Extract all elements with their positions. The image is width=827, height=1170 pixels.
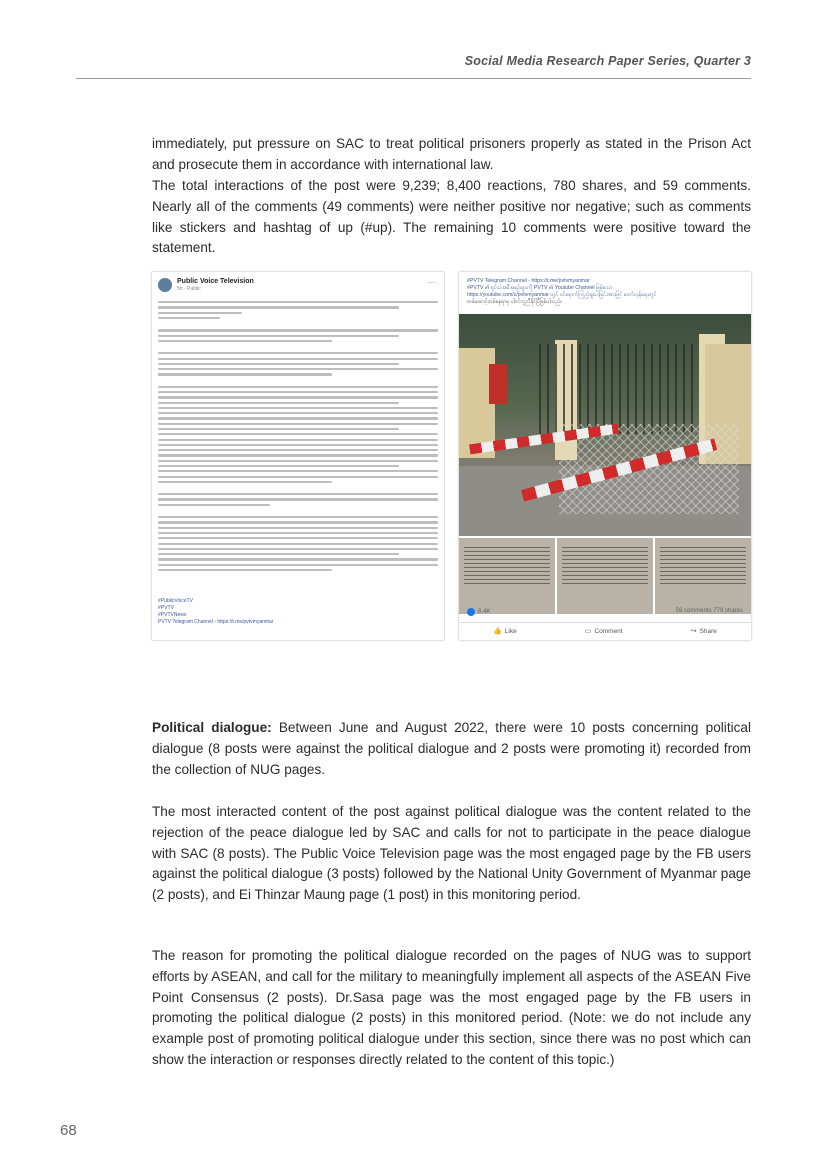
comment-icon: ▭ bbox=[584, 628, 592, 635]
facebook-post-screenshot bbox=[152, 272, 444, 640]
paragraph-promoting-dialogue: The reason for promoting the political dialogue recorded on the pages of NUG was to support efforts by ASEAN, and call for the military to meaningfully implement all aspects of the ASEAN Five Point Consensus (2 posts). Dr.Sasa page was the most engaged page by the FB users in promoting the political dialogue (2 posts) in this monitored period. (Note: we do not include any example post of promoting political dialogue under this section, since there was no post which can show the interaction or responses directly related to the content of this topic.) bbox=[152, 948, 751, 1067]
caption-line: တစ်ထောင့်တစ်နေရာမှ ပါဝင်ကူညီနိုင်ပြီဖြစ်ပါသည်။ bbox=[467, 299, 563, 305]
document-photos bbox=[459, 538, 751, 614]
like-reaction-icon bbox=[467, 608, 475, 616]
caption-line: #PVTV ၏ ရုပ်သံအစီအစဉ်များကို PVTV ၏ Youtube Channel ဖြစ်သော bbox=[467, 285, 613, 291]
post-caption bbox=[467, 278, 747, 306]
header-rule bbox=[76, 78, 751, 79]
paragraph-interactions: The total interactions of the post were 9,239; 8,400 reactions, 780 shares, and 59 comments. Nearly all of the comments (49 comments) were neither positive nor negative; such as comments like stickers and hashtag of up (#up). The remaining 10 comments were positive toward the statement. bbox=[152, 178, 751, 256]
share-icon: ↪ bbox=[690, 628, 697, 635]
document-image bbox=[557, 538, 653, 614]
post-hashtags bbox=[158, 598, 274, 626]
comment-button[interactable]: ▭ Comment bbox=[584, 627, 623, 635]
paragraph-political-dialogue bbox=[152, 718, 751, 780]
section-lead: Political dialogue: bbox=[152, 720, 272, 735]
running-header: Social Media Research Paper Series, Quarter 3 bbox=[464, 54, 751, 68]
telegram-link[interactable]: PVTV Telegram Channel - https://t.me/pvtvmyanmar bbox=[158, 619, 274, 625]
facebook-photo-post-screenshot bbox=[459, 272, 751, 640]
thumbs-up-icon: 👍 bbox=[493, 628, 502, 635]
more-options-icon: ··· bbox=[428, 278, 436, 287]
caption-line: #PVTV Telegram Channel - https://t.me/pvtvmyanmar bbox=[467, 278, 590, 284]
post-actions bbox=[459, 622, 751, 635]
page-name: Public Voice Television bbox=[177, 278, 254, 285]
page-number: 68 bbox=[60, 1122, 77, 1139]
post-time: 5h · Public bbox=[177, 286, 201, 292]
post-header bbox=[158, 278, 254, 292]
hashtag-link[interactable]: #PublicVoiceTV bbox=[158, 598, 194, 604]
reaction-summary bbox=[467, 608, 743, 616]
prison-gate-photo bbox=[459, 314, 751, 536]
hashtag-link[interactable]: #PVTV bbox=[158, 605, 174, 611]
comments-shares-count: 59 comments 779 shares bbox=[675, 608, 743, 614]
like-button[interactable]: 👍 Like bbox=[493, 627, 517, 635]
hashtag-link[interactable]: #PVTVNews bbox=[158, 612, 187, 618]
document-image bbox=[459, 538, 555, 614]
section-lead-text: Between June and August 2022, there were 10 posts concerning political dialogue (8 posts were against the political dialogue and 2 posts were promoting it) recorded from the collection of NUG pages. bbox=[152, 720, 751, 777]
paragraph-against-dialogue: The most interacted content of the post against political dialogue was the content related to the rejection of the peace dialogue led by SAC and calls for not to participate in the peace dialogue with SAC (8 posts). The Public Voice Television page was the most engaged page by the FB users against the political dialogue (3 posts) followed by the National Unity Government of Myanmar page (2 posts), and Ei Thinzar Maung page (1 post) in this monitoring period. bbox=[152, 804, 751, 903]
caption-line: https://youtube.com/c/pvtvmyanmar တွင် ဝင်ရောက်ကြည့်ရှုပေးခြင်းအားဖြင့် တော်လှန်ရေးတွင် bbox=[467, 292, 657, 298]
share-button[interactable]: ↪ Share bbox=[690, 627, 717, 635]
post-body-text bbox=[158, 298, 438, 574]
page-avatar bbox=[158, 278, 172, 292]
reaction-count: 8.4K bbox=[478, 609, 491, 615]
document-image bbox=[655, 538, 751, 614]
paragraph-prisoners: immediately, put pressure on SAC to treat political prisoners properly as stated in the Prison Act and prosecute them in accordance with international law. bbox=[152, 136, 751, 172]
